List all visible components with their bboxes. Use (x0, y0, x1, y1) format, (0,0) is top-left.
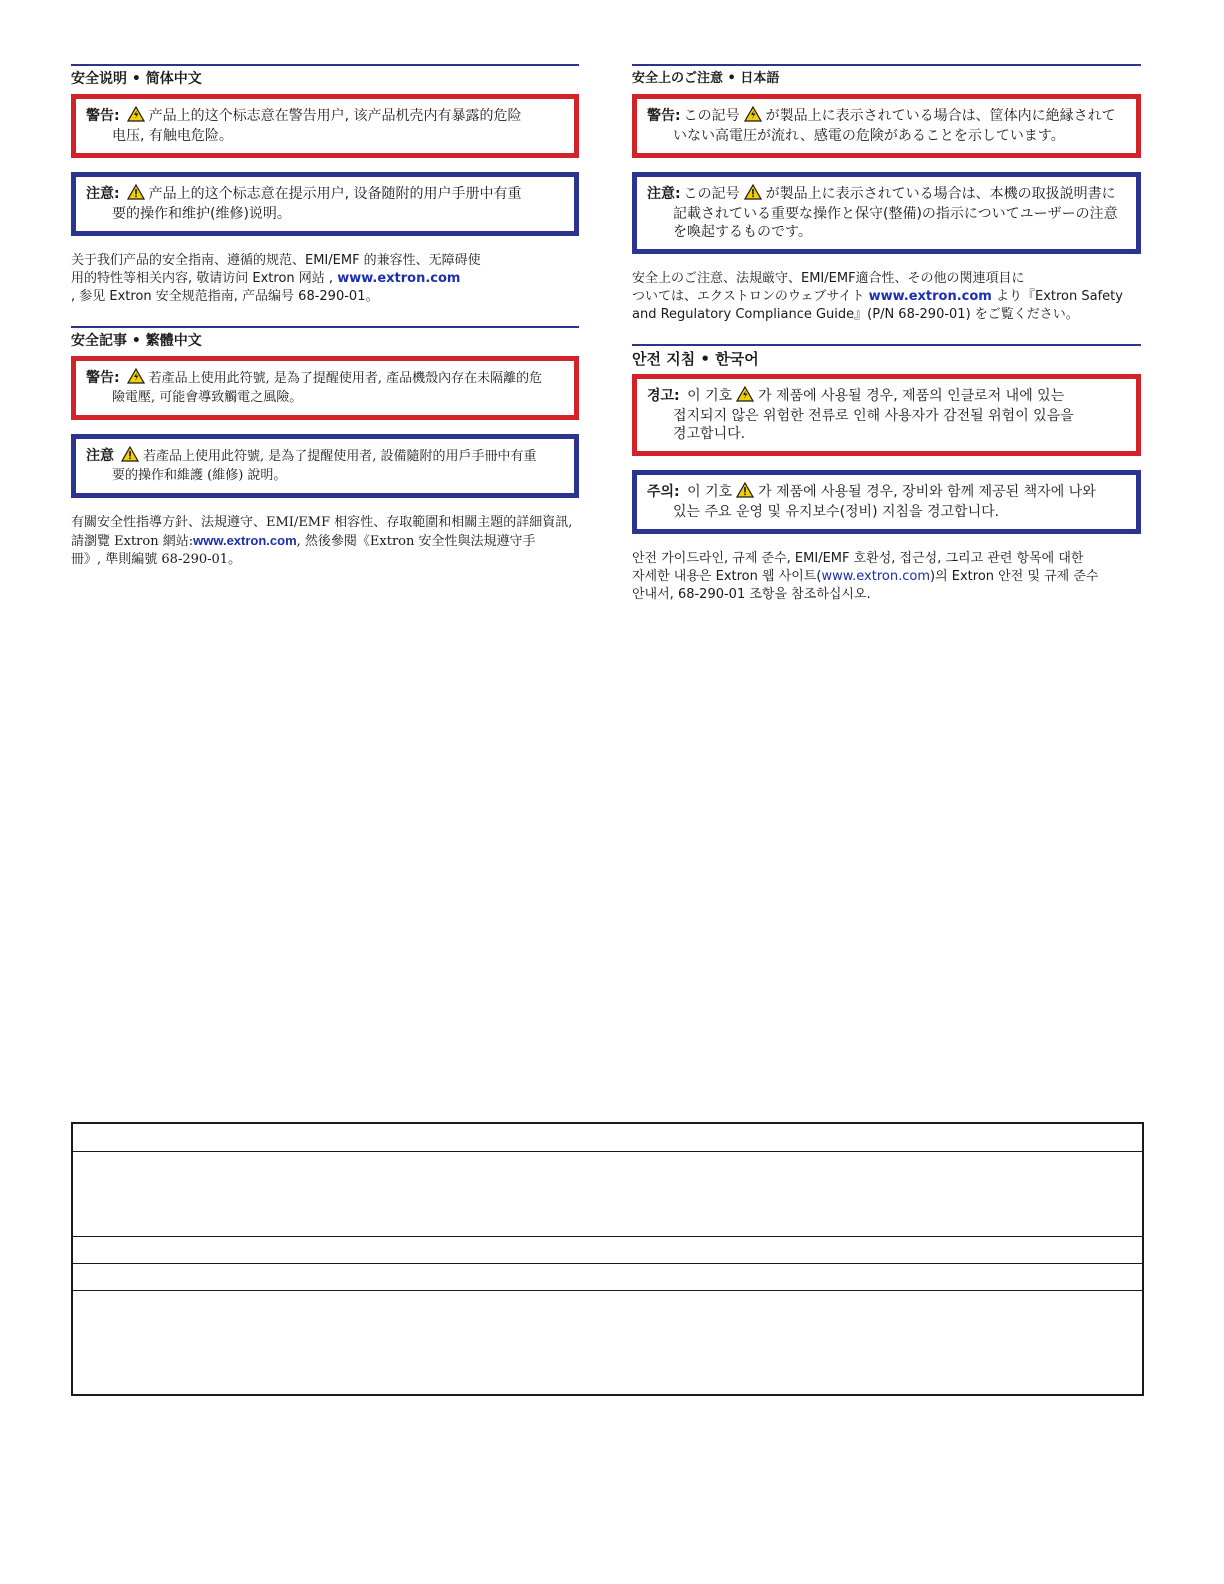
note-line (71, 270, 579, 288)
compliance-note (71, 252, 579, 306)
warning-text: 가 제품에 사용될 경우, 제품의 인클로저 내에 있는 (758, 388, 1065, 404)
caution-text: 产品上的这个标志意在提示用户, 设备随附的用户手册中有重 (148, 186, 522, 202)
warning-triangle-icon (744, 106, 762, 127)
caution-text: 가 제품에 사용될 경우, 장비와 함께 제공된 책자에 나와 (758, 484, 1096, 500)
caution-text: この記号 (683, 186, 740, 202)
warning-label: 警告: (86, 370, 120, 386)
warning-text: 경고합니다. (673, 426, 746, 442)
warning-text: 电压, 有触电危险。 (112, 128, 233, 144)
warning-text: 접지되지 않은 위험한 전류로 인해 사용자가 감전될 위험이 있음을 (673, 408, 1074, 424)
warning-triangle-icon (127, 106, 145, 127)
caution-label: 注意 (86, 448, 114, 464)
warning-text: いない高電圧が流れ、感電の危険があることを示しています。 (673, 128, 1065, 144)
blank-form-table (71, 1122, 1144, 1396)
section-title: 안전 지침 • 한국어 (632, 350, 759, 368)
form-row (73, 1291, 1142, 1392)
form-row (73, 1264, 1142, 1291)
note-line (71, 532, 579, 551)
note-text: 자세한 내용은 Extron 웹 사이트( (632, 569, 822, 584)
caution-text: 있는 주요 운영 및 유지보수(정비) 지침을 경고합니다. (673, 504, 1000, 520)
warning-label: 警告: (647, 108, 681, 124)
warning-text: 이 기호 (687, 388, 733, 404)
note-line: 有關安全性指導方針、法規遵守、EMI/EMF 相容性、存取範圍和相關主題的詳細資訊, (71, 515, 573, 530)
section-japanese (632, 64, 1141, 324)
note-line: 안전 가이드라인, 규제 준수, EMI/EMF 호환성, 접근성, 그리고 관련 항목에 대한 (632, 551, 1084, 566)
note-text: , 然後參閱《Extron 安全性與法規遵守手 (296, 534, 536, 549)
note-text: より『Extron Safety (991, 289, 1123, 304)
note-text: )의 Extron 안전 및 규제 준수 (930, 569, 1099, 584)
note-line: 安全上のご注意、法規厳守、EMI/EMF適合性、その他の関連項目に (632, 271, 1025, 286)
note-text: 請瀏覽 Extron 網站: (71, 534, 194, 549)
caution-triangle-icon (127, 184, 145, 205)
section-traditional-chinese (71, 326, 579, 569)
warning-text: 若產品上使用此符號, 是為了提醒使用者, 產品機殼內存在未隔離的危 (148, 371, 543, 386)
warning-label: 警告: (86, 108, 120, 124)
section-title: 安全上のご注意 • 日本語 (632, 71, 780, 86)
warning-box (71, 94, 579, 158)
extron-website-link[interactable]: www.extron.com (337, 271, 461, 286)
extron-website-link[interactable]: www.extron.com (868, 289, 992, 304)
caution-label: 주의: (647, 484, 680, 500)
caution-box (71, 434, 579, 498)
caution-text: を喚起するものです。 (673, 224, 812, 240)
extron-website-link[interactable]: www.extron.com (193, 533, 297, 548)
caution-triangle-icon (744, 184, 762, 205)
caution-text: 若產品上使用此符號, 是為了提醒使用者, 設備隨附的用戶手冊中有重 (143, 449, 537, 464)
note-line: , 参见 Extron 安全规范指南, 产品编号 68-290-01。 (71, 289, 379, 304)
warning-box (632, 374, 1141, 456)
note-line: 关于我们产品的安全指南、遵循的规范、EMI/EMF 的兼容性、无障碍使 (71, 253, 481, 268)
caution-triangle-icon (736, 482, 754, 503)
section-korean (632, 344, 1141, 604)
note-text: ついては、エクストロンのウェブサイト (632, 289, 869, 304)
caution-text: 이 기호 (687, 484, 733, 500)
section-simplified-chinese (71, 64, 579, 306)
caution-text: 要的操作和维护(维修)说明。 (112, 206, 291, 222)
warning-text: が製品上に表示されている場合は、筐体内に絶縁されて (765, 108, 1116, 124)
caution-text: 記載されている重要な操作と保守(整備)の指示についてユーザーの注意 (673, 206, 1118, 222)
caution-box (632, 470, 1141, 534)
note-line: 冊》, 準則編號 68-290-01。 (71, 552, 242, 567)
form-row (73, 1152, 1142, 1237)
note-text: 用的特性等相关内容, 敬请访问 Extron 网站 , (71, 271, 338, 286)
warning-text: 产品上的这个标志意在警告用户, 该产品机壳内有暴露的危险 (148, 108, 522, 124)
left-column (71, 64, 579, 569)
caution-box (71, 172, 579, 236)
warning-triangle-icon (736, 386, 754, 407)
compliance-note (71, 514, 579, 569)
caution-triangle-icon (121, 446, 139, 467)
warning-label: 경고: (647, 388, 680, 404)
form-row (73, 1124, 1142, 1152)
caution-label: 注意: (86, 186, 120, 202)
caution-label: 注意: (647, 186, 681, 202)
warning-box (71, 356, 579, 420)
note-line: and Regulatory Compliance Guide』(P/N 68-290-01) をご覧ください。 (632, 307, 1079, 322)
note-line (632, 288, 1141, 306)
compliance-note (632, 550, 1141, 604)
caution-text: 要的操作和維護 (維修) 說明。 (112, 468, 287, 483)
note-line: 안내서, 68-290-01 조항을 참조하십시오. (632, 587, 871, 602)
warning-text: この記号 (683, 108, 740, 124)
warning-triangle-icon (127, 368, 145, 389)
caution-box (632, 172, 1141, 254)
section-title: 安全说明 • 简体中文 (71, 71, 202, 87)
right-column (632, 64, 1141, 604)
form-row (73, 1237, 1142, 1264)
warning-text: 險電壓, 可能會導致觸電之風險。 (112, 390, 303, 405)
caution-text: が製品上に表示されている場合は、本機の取扱説明書に (765, 186, 1116, 202)
extron-website-link[interactable]: www.extron.com (821, 569, 930, 584)
warning-box (632, 94, 1141, 158)
section-title: 安全記事 • 繁體中文 (71, 333, 202, 349)
compliance-note (632, 270, 1141, 324)
note-line (632, 568, 1141, 586)
